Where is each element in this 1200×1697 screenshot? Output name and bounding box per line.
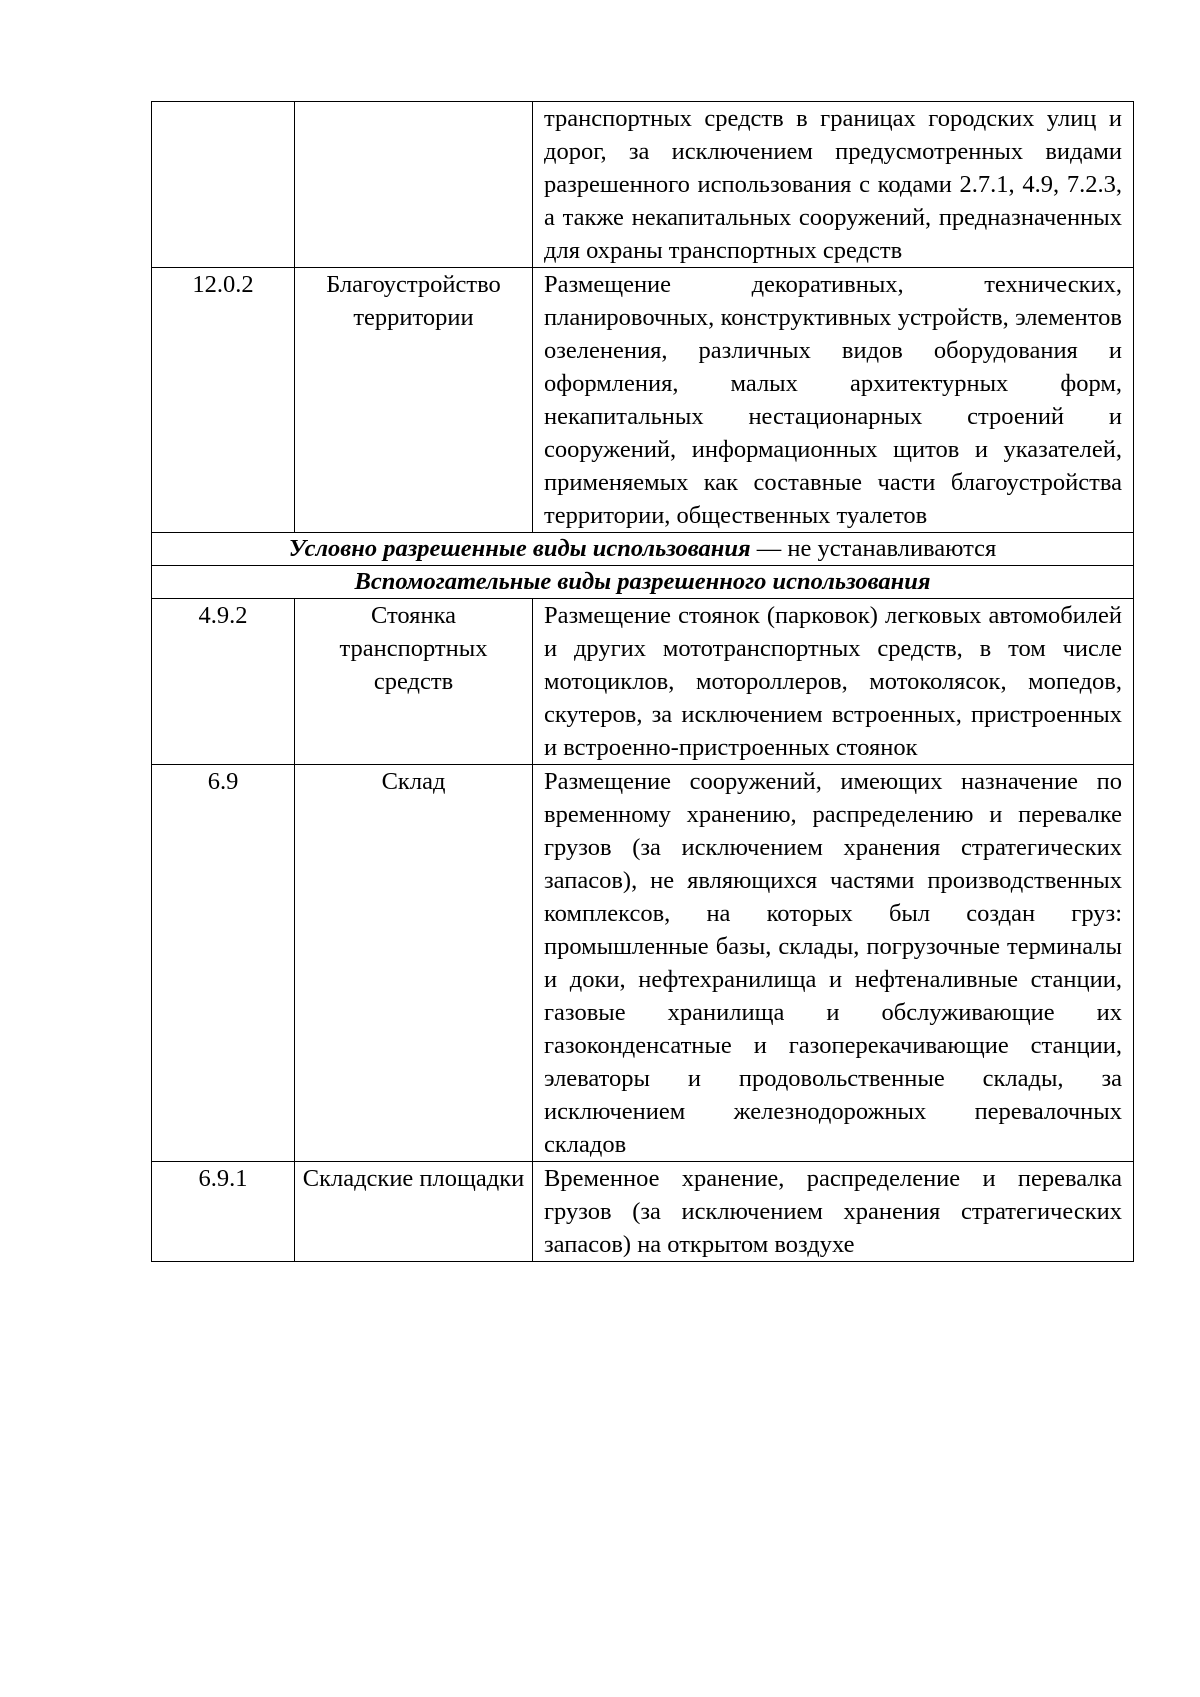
name-cell	[295, 102, 533, 268]
code-cell: 12.0.2	[152, 268, 295, 533]
description-cell: Размещение сооружений, имеющих назначение по временному хранению, распределению и перевалке грузов (за исключением хранения стратегических запасов), не являющихся частями производственных комплексов, на которых был создан груз: промышленные базы, склады, погрузочные терминалы и доки, нефтехранилища и нефтеналивные станции, газовые хранилища и обслуживающие их газоконденсатные и газоперекачивающие станции, элеваторы и продовольственные склады, за исключением железнодорожных перевалочных складов	[533, 765, 1134, 1162]
description-cell: Размещение стоянок (парковок) легковых автомобилей и других мототранспортных средств, в том числе мотоциклов, мотороллеров, мотоколясок, мопедов, скутеров, за исключением встроенных, пристроенных и встроенно-пристроенных стоянок	[533, 599, 1134, 765]
name-cell: Складские площадки	[295, 1162, 533, 1262]
description-cell: Временное хранение, распределение и перевалка грузов (за исключением хранения стратегических запасов) на открытом воздухе	[533, 1162, 1134, 1262]
table-row	[152, 268, 1134, 533]
code-cell	[152, 102, 295, 268]
section-title: Условно разрешенные виды использования	[288, 535, 751, 562]
table-row	[152, 102, 1134, 268]
name-cell: Благоустройство территории	[295, 268, 533, 533]
code-cell: 6.9	[152, 765, 295, 1162]
description-cell: транспортных средств в границах городских улиц и дорог, за исключением предусмотренных видами разрешенного использования с кодами 2.7.1, 4.9, 7.2.3, а также некапитальных сооружений, предназначенных для охраны транспортных средств	[533, 102, 1134, 268]
table-row	[152, 599, 1134, 765]
section-suffix: — не устанавливаются	[750, 535, 997, 562]
section-heading-auxiliary	[152, 566, 1134, 599]
section-row	[152, 533, 1134, 566]
land-use-table	[151, 101, 1134, 1262]
code-cell: 6.9.1	[152, 1162, 295, 1262]
table-row	[152, 1162, 1134, 1262]
code-cell: 4.9.2	[152, 599, 295, 765]
name-cell: Склад	[295, 765, 533, 1162]
name-cell: Стоянка транспортных средств	[295, 599, 533, 765]
section-row	[152, 566, 1134, 599]
section-title: Вспомогательные виды разрешенного использования	[354, 568, 931, 595]
description-cell: Размещение декоративных, технических, планировочных, конструктивных устройств, элементов озеленения, различных видов оборудования и оформления, малых архитектурных форм, некапитальных нестационарных строений и сооружений, информационных щитов и указателей, применяемых как составные части благоустройства территории, общественных туалетов	[533, 268, 1134, 533]
section-heading-conditional	[152, 533, 1134, 566]
table-row	[152, 765, 1134, 1162]
